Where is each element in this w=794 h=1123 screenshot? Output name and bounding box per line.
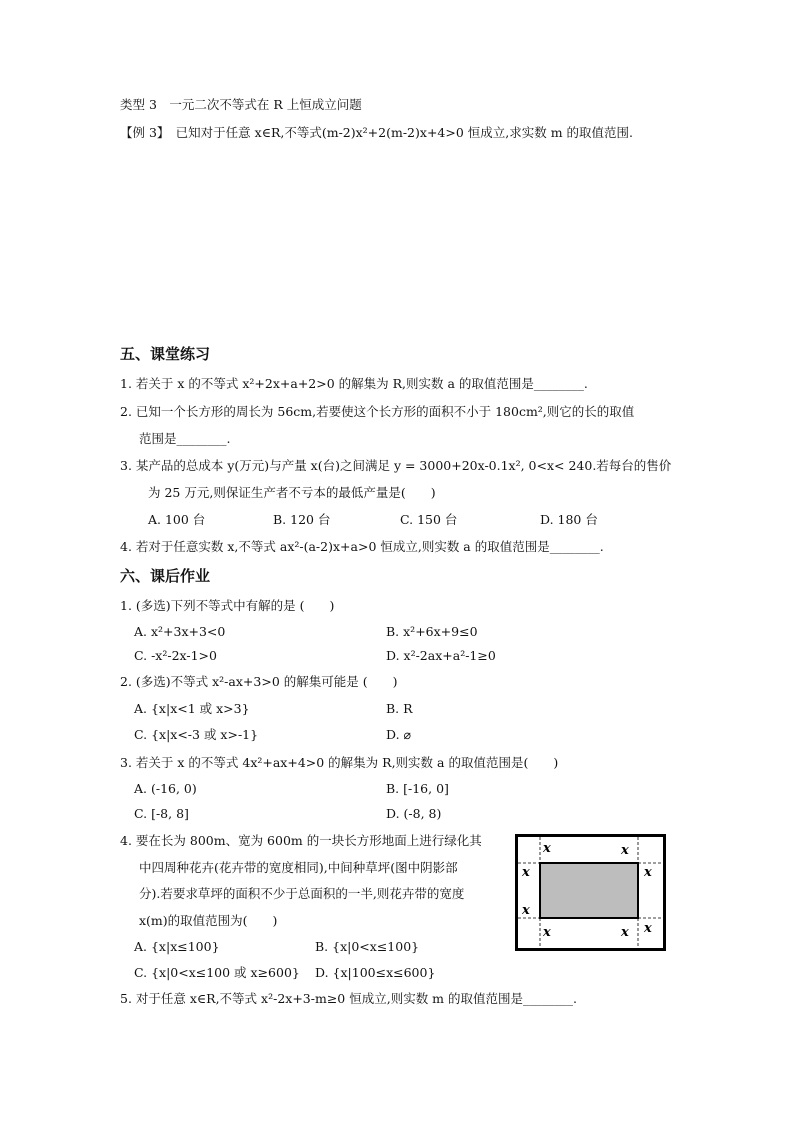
hw-question-5: 5. 对于任意 x∈R,不等式 x²-2x+3-m≥0 恒成立,则实数 m 的取值范围是________. — [120, 991, 577, 1006]
hw-question-2: 2. (多选)不等式 x²-ax+3>0 的解集可能是 ( ) — [120, 674, 398, 689]
hw1-option-d: D. x²-2ax+a²-1≥0 — [386, 648, 496, 663]
sec5-question-3-line1: 3. 某产品的总成本 y(万元)与产量 x(台)之间满足 y = 3000+20x-0.1x², 0<x< 240.若每台的售价 — [120, 458, 672, 473]
hw4-option-b: B. {x|0<x≤100} — [315, 939, 420, 954]
hw3-option-d: D. (-8, 8) — [386, 806, 442, 821]
lawn-shaded-rect — [540, 863, 638, 918]
fig-x-left-lower: x — [522, 903, 530, 918]
hw-question-4-line3: 分).若要求草坪的面积不少于总面积的一半,则花卉带的宽度 — [139, 886, 465, 901]
garden-figure — [515, 834, 666, 951]
sec5-question-2-line1: 2. 已知一个长方形的周长为 56cm,若要使这个长方形的面积不小于 180cm²,则它的长的取值 — [120, 404, 635, 419]
hw3-option-b: B. [-16, 0] — [386, 781, 449, 796]
fig-x-left: x — [522, 865, 530, 880]
hw-question-4-line4: x(m)的取值范围为( ) — [139, 913, 278, 928]
fig-x-bottom-left: x — [543, 925, 551, 940]
hw-question-3: 3. 若关于 x 的不等式 4x²+ax+4>0 的解集为 R,则实数 a 的取值范围是( ) — [120, 755, 559, 770]
sec5-question-1: 1. 若关于 x 的不等式 x²+2x+a+2>0 的解集为 R,则实数 a 的取值范围是________. — [120, 376, 588, 391]
hw2-option-c: C. {x|x<-3 或 x>-1} — [134, 727, 259, 742]
hw-question-4-line2: 中四周种花卉(花卉带的宽度相同),中间种草坪(图中阴影部 — [139, 860, 458, 875]
hw2-option-d: D. ⌀ — [386, 727, 412, 742]
example-3: 【例 3】 已知对于任意 x∈R,不等式(m-2)x²+2(m-2)x+4>0 恒成立,求实数 m 的取值范围. — [120, 125, 634, 140]
fig-x-right: x — [644, 865, 652, 880]
hw1-option-c: C. -x²-2x-1>0 — [134, 648, 217, 663]
sec5-question-3-line2: 为 25 万元,则保证生产者不亏本的最低产量是( ) — [148, 485, 436, 500]
hw2-option-b: B. R — [386, 701, 413, 716]
hw2-option-a: A. {x|x<1 或 x>3} — [134, 701, 250, 716]
hw1-option-a: A. x²+3x+3<0 — [134, 624, 226, 639]
hw4-option-c: C. {x|0<x≤100 或 x≥600} — [134, 965, 300, 980]
hw-question-1: 1. (多选)下列不等式中有解的是 ( ) — [120, 598, 335, 613]
sec5-q3-option-c: C. 150 台 — [400, 512, 458, 527]
sec5-question-2-line2: 范围是________. — [139, 431, 231, 446]
section-5-title: 五、课堂练习 — [120, 345, 211, 363]
fig-x-right-lower: x — [644, 921, 652, 936]
sec5-q3-option-a: A. 100 台 — [148, 512, 206, 527]
hw1-option-b: B. x²+6x+9≤0 — [386, 624, 478, 639]
type3-title: 类型 3 一元二次不等式在 R 上恒成立问题 — [120, 97, 362, 112]
fig-x-top-right: x — [621, 843, 629, 858]
sec5-q3-option-d: D. 180 台 — [540, 512, 598, 527]
hw4-option-d: D. {x|100≤x≤600} — [315, 965, 436, 980]
sec5-q3-option-b: B. 120 台 — [273, 512, 331, 527]
hw3-option-a: A. (-16, 0) — [134, 781, 197, 796]
hw-question-4-line1: 4. 要在长为 800m、宽为 600m 的一块长方形地面上进行绿化其 — [120, 833, 482, 848]
hw3-option-c: C. [-8, 8] — [134, 806, 189, 821]
section-6-title: 六、课后作业 — [120, 567, 211, 585]
fig-x-bottom-right: x — [621, 925, 629, 940]
sec5-question-4: 4. 若对于任意实数 x,不等式 ax²-(a-2)x+a>0 恒成立,则实数 a 的取值范围是________. — [120, 539, 604, 554]
fig-x-top-left: x — [543, 841, 551, 856]
hw4-option-a: A. {x|x≤100} — [134, 939, 220, 954]
